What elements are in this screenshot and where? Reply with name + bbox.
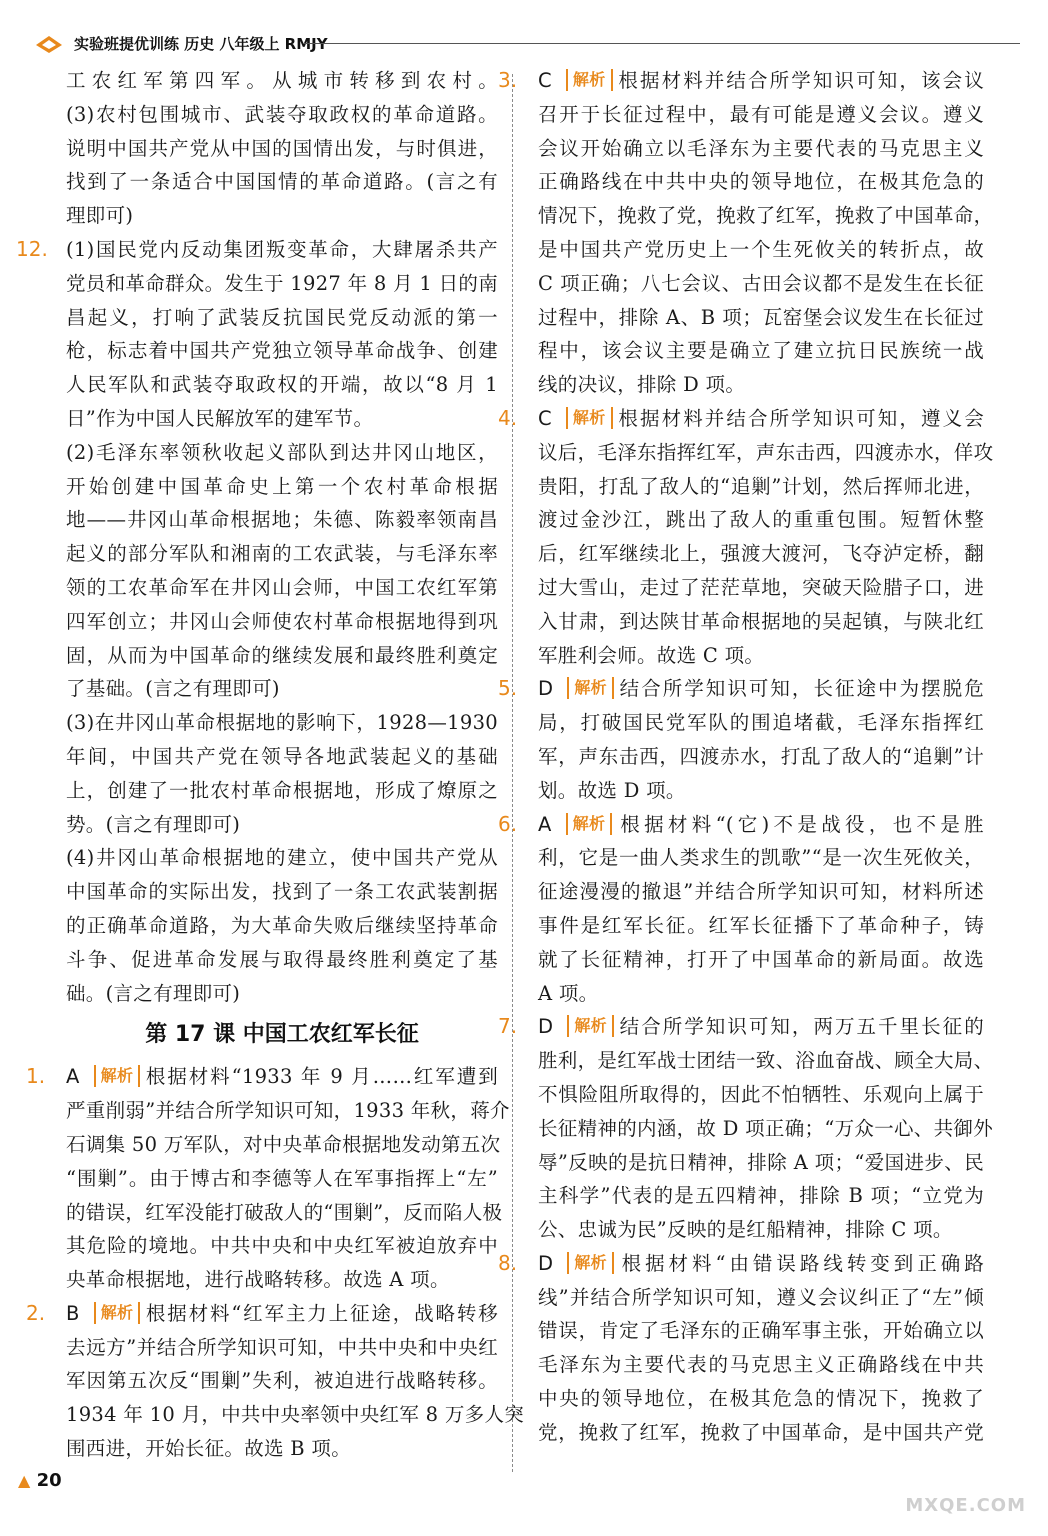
text-line: 划。故选 D 项。 <box>538 778 686 802</box>
text-line: 石调集 50 万军队，对中央革命根据地发动第五次 <box>66 1132 501 1156</box>
answer-letter: C <box>538 69 552 92</box>
text-line: 后，红军继续北上，强渡大渡河，飞夺泸定桥，翻 <box>538 542 984 566</box>
text-line: 年间，中国共产党在领导各地武装起义的基础 <box>66 744 498 768</box>
text-line: 根据材料并结合所学知识可知，遵义会 <box>616 406 984 430</box>
question-4-answer <box>498 402 994 672</box>
question-12-answer <box>16 233 499 1010</box>
text-line: 入甘肃，到达陕甘革命根据地的吴起镇，与陕北红 <box>538 609 984 633</box>
text-line: 会议开始确立以毛泽东为主要代表的马克思主义 <box>538 136 984 160</box>
page-number <box>18 1470 62 1491</box>
text-line: 势。(言之有理即可) <box>66 812 241 836</box>
lesson-title: 第 17 课 中国工农红军长征 <box>145 1022 419 1048</box>
text-line: 开始创建中国革命史上第一个农村革命根据 <box>66 474 498 498</box>
text-line: 不惧险阻所取得的，因此不怕牺牲、乐观向上属于 <box>538 1082 984 1106</box>
text-line: 根据材料“红军主力上征途，战略转移 <box>144 1301 498 1325</box>
text-line: 主科学”代表的是五四精神，排除 B 项；“立党为 <box>538 1184 984 1208</box>
text-line: 结合所学知识可知，长征途中为摆脱危 <box>617 677 984 701</box>
text-line: 征途漫漫的撤退”并结合所学知识可知，材料所述 <box>538 880 984 904</box>
analysis-tag: 解析 <box>567 1015 614 1037</box>
text-line: 正确路线在中共中央的领导地位，在极其危急的 <box>538 170 984 194</box>
answer-letter: A <box>66 1065 80 1089</box>
question-3-answer <box>498 64 994 402</box>
question-number: 3. <box>498 68 518 92</box>
question-number: 8. <box>498 1250 518 1275</box>
question-8-answer <box>498 1247 984 1450</box>
answer-letter: C <box>538 406 552 430</box>
text-line: 其危险的境地。中共中央和中央红军被迫放弃中 <box>66 1234 498 1258</box>
analysis-tag: 解析 <box>567 1252 614 1274</box>
answer-letter: D <box>538 1015 554 1039</box>
text-line: 胜利，是红军战士团结一致、浴血奋战、顾全大局、 <box>538 1049 994 1073</box>
text-line: 是中国共产党历史上一个生死攸关的转折点，故 <box>538 237 984 261</box>
question-7-answer <box>498 1010 994 1247</box>
watermark-text: MXQE.COM <box>905 1495 1026 1516</box>
page-arrow-icon: ▲ <box>18 1471 31 1490</box>
text-line: 长征精神的内涵，故 D 项正确；“万众一心、共御外 <box>538 1116 994 1140</box>
text-line: 利，它是一曲人类求生的凯歌”“是一次生死攸关， <box>538 846 984 870</box>
text-line: 根据材料“由错误路线转变到正确路 <box>617 1251 984 1275</box>
text-line: 础。(言之有理即可) <box>66 981 241 1005</box>
text-line: 根据材料并结合所学知识可知，该会议 <box>616 69 984 92</box>
question-6-answer <box>498 808 984 1011</box>
text-line: (2)毛泽东率领秋收起义部队到达井冈山地区， <box>66 440 498 464</box>
text-line: 议后，毛泽东指挥红军，声东击西，四渡赤水，佯攻 <box>538 440 994 464</box>
text-line: 理即可) <box>66 204 134 228</box>
text-line: 严重削弱”并结合所学知识可知，1933 年秋，蒋介 <box>66 1099 510 1123</box>
text-line: A 项。 <box>538 981 599 1005</box>
book-logo-icon <box>34 33 64 55</box>
text-line: (3)在井冈山革命根据地的影响下，1928—1930 <box>66 711 498 735</box>
question-number: 5. <box>498 676 518 701</box>
text-line: 程中，该会议主要是确立了建立抗日民族统一战 <box>538 339 984 363</box>
question-number: 4. <box>498 405 518 430</box>
header-rule <box>304 43 1020 44</box>
text-line: 的正确革命道路，为大革命失败后继续坚持革命 <box>66 913 498 937</box>
analysis-tag: 解析 <box>94 1302 141 1324</box>
question-1-answer <box>26 1060 510 1297</box>
text-line: 召开于长征过程中，最有可能是遵义会议。遵义 <box>538 102 984 126</box>
text-line: 军，声东击西，四渡赤水，打乱了敌人的“追剿”计 <box>538 744 984 768</box>
text-line: (1)国民党内反动集团叛变革命，大肆屠杀共产 <box>66 237 498 261</box>
watermark <box>836 1456 1026 1516</box>
question-number: 7. <box>498 1014 518 1039</box>
text-line: 结合所学知识可知，两万五千里长征的 <box>617 1015 984 1039</box>
text-line: 工农红军第四军。从城市转移到农村。 <box>66 69 498 92</box>
text-line: 公、忠诚为民”反映的是红船精神，排除 C 项。 <box>538 1218 953 1242</box>
text-line: 昌起义，打响了武装反抗国民党反动派的第一 <box>66 305 498 329</box>
text-line: 线的决议，排除 D 项。 <box>538 373 746 397</box>
analysis-tag: 解析 <box>566 407 613 429</box>
text-line: 固，从而为中国革命的继续发展和最终胜利奠定 <box>66 643 498 667</box>
question-number: 12. <box>16 236 48 261</box>
text-line: 上，创建了一批农村革命根据地，形成了燎原之 <box>66 778 498 802</box>
text-line: 党，挽救了红军，挽救了中国革命，是中国共产党 <box>538 1420 984 1444</box>
text-line: 毛泽东为主要代表的马克思主义正确路线在中共 <box>538 1353 984 1377</box>
analysis-tag: 解析 <box>94 1065 141 1087</box>
text-line: 斗争、促进革命发展与取得最终胜利奠定了基 <box>66 947 498 971</box>
analysis-tag: 解析 <box>566 813 613 835</box>
text-line: 辱”反映的是抗日精神，排除 A 项；“爱国进步、民 <box>538 1150 984 1174</box>
text-line: 找到了一条适合中国国情的革命道路。(言之有 <box>66 170 498 194</box>
text-line: 中央的领导地位，在极其危急的情况下，挽救了 <box>538 1387 984 1411</box>
text-line: 四军创立；井冈山会师使农村革命根据地得到巩 <box>66 609 498 633</box>
text-line: (4)井冈山革命根据地的建立，使中国共产党从 <box>66 846 498 870</box>
text-line: 说明中国共产党从中国的国情出发，与时俱进， <box>66 136 498 160</box>
text-line: 去远方”并结合所学知识可知，中共中央和中央红 <box>66 1335 498 1359</box>
text-line: 根据材料“(它)不是战役，也不是胜 <box>616 812 984 836</box>
text-line: 地——井冈山革命根据地；朱德、陈毅率领南昌 <box>66 508 498 532</box>
text-line: 枪，标志着中国共产党独立领导革命战争、创建 <box>66 339 498 363</box>
text-line: 中国革命的实际出发，找到了一条工农武装割据 <box>66 880 498 904</box>
question-number: 2. <box>26 1300 46 1325</box>
text-line: 渡过金沙江，跳出了敌人的重重包围。短暂休整 <box>538 508 984 532</box>
text-line: 央革命根据地，进行战略转移。故选 A 项。 <box>66 1268 450 1292</box>
text-line: 错误，肯定了毛泽东的正确军事主张，开始确立以 <box>538 1319 984 1343</box>
text-line: 了基础。(言之有理即可) <box>66 677 280 701</box>
text-line: 情况下，挽救了党，挽救了红军，挽救了中国革命， <box>538 204 994 228</box>
question-5-answer <box>498 672 984 807</box>
carry-over-answer <box>66 64 498 233</box>
text-line: 局，打破国民党军队的围追堵截，毛泽东指挥红 <box>538 711 984 735</box>
text-line: 日”作为中国人民解放军的建军节。 <box>66 406 374 430</box>
text-line: 军因第五次反“围剿”失利，被迫进行战略转移。 <box>66 1369 498 1393</box>
question-number: 6. <box>498 811 518 836</box>
page-header <box>34 30 1020 60</box>
question-number: 1. <box>26 1064 46 1089</box>
answer-letter: B <box>66 1301 80 1325</box>
text-line: 贵阳，打乱了敌人的“追剿”计划，然后挥师北进， <box>538 474 984 498</box>
text-line: C 项正确；八七会议、古田会议都不是发生在长征 <box>538 271 984 295</box>
text-line: 党员和革命群众。发生于 1927 年 8 月 1 日的南 <box>66 271 499 295</box>
analysis-tag: 解析 <box>567 677 614 699</box>
text-line: 人民军队和武装夺取政权的开端，故以“8 月 1 <box>66 373 498 397</box>
text-line: 线”并结合所学知识可知，遵义会议纠正了“左”倾 <box>538 1285 984 1309</box>
answer-letter: D <box>538 677 554 701</box>
book-title: 实验班提优训练 历史 八年级上 RMJY <box>74 35 328 53</box>
analysis-tag: 解析 <box>566 69 613 91</box>
question-2-answer <box>26 1297 525 1466</box>
right-column <box>498 64 994 1450</box>
text-line: 军胜利会师。故选 C 项。 <box>538 643 765 667</box>
text-line: 围西进，开始长征。故选 B 项。 <box>66 1437 352 1461</box>
text-line: 就了长征精神，打开了中国革命的新局面。故选 <box>538 947 984 971</box>
answer-letter: D <box>538 1251 554 1275</box>
text-line: 1934 年 10 月，中共中央率领中央红军 8 万多人突 <box>66 1403 525 1427</box>
answer-letter: A <box>538 812 552 836</box>
text-line: 领的工农革命军在井冈山会师，中国工农红军第 <box>66 575 498 599</box>
text-line: 的错误，红军没能打破敌人的“围剿”，反而陷人极 <box>66 1200 503 1224</box>
text-line: 根据材料“1933 年 9 月……红军遭到 <box>144 1065 498 1089</box>
text-line: (3)农村包围城市、武装夺取政权的革命道路。 <box>66 102 498 126</box>
text-line: 起义的部分军队和湘南的工农武装，与毛泽东率 <box>66 542 498 566</box>
text-line: “围剿”。由于博古和李德等人在军事指挥上“左” <box>66 1166 498 1190</box>
text-line: 事件是红军长征。红军长征播下了革命种子，铸 <box>538 913 984 937</box>
text-line: 过程中，排除 A、B 项；瓦窑堡会议发生在长征过 <box>538 305 984 329</box>
text-line: 过大雪山，走过了茫茫草地，突破天险腊子口，进 <box>538 575 984 599</box>
left-column <box>16 64 525 1466</box>
page-number-text: 20 <box>36 1470 62 1491</box>
